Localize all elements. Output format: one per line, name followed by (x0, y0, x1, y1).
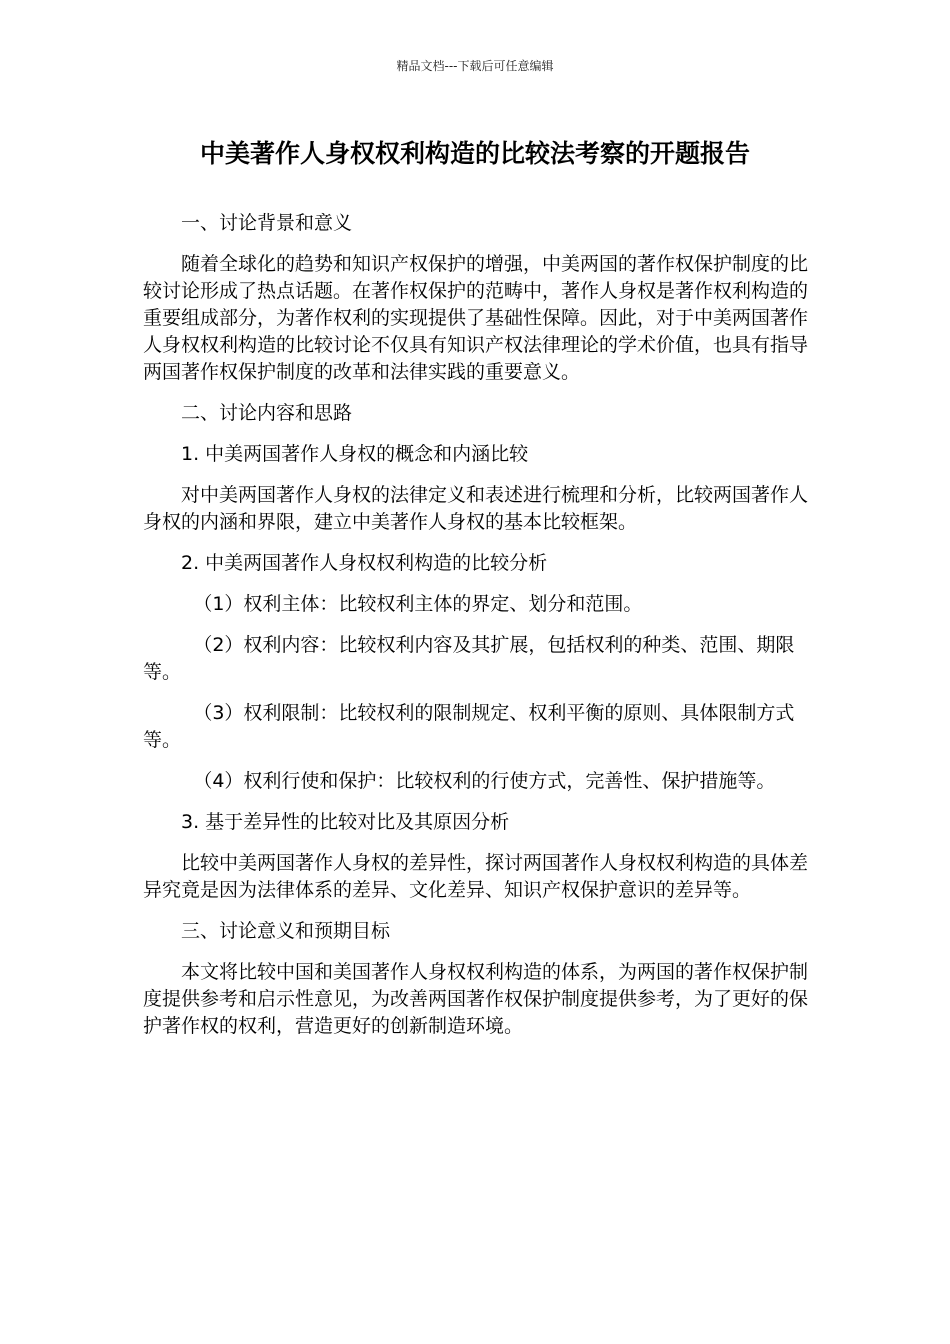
header-note: 精品文档---下载后可任意编辑 (396, 59, 554, 73)
list-item-rights-limitation: （3）权利限制：比较权利的限制规定、权利平衡的原则、具体限制方式等。 (143, 702, 795, 751)
document-title: 中美著作人身权权利构造的比较法考察的开题报告 (199, 139, 750, 168)
paragraph-difference-analysis: 比较中美两国著作人身权的差异性，探讨两国著作人身权权利构造的具体差异究竟是因为法律体系的差异、文化差异、知识产权保护意识的差异等。 (143, 852, 809, 901)
list-item-rights-subject: （1）权利主体：比较权利主体的界定、划分和范围。 (193, 593, 643, 615)
list-item-rights-exercise: （4）权利行使和保护：比较权利的行使方式，完善性、保护措施等。 (193, 770, 776, 792)
section-heading-background: 一、讨论背景和意义 (181, 212, 353, 234)
section-heading-content: 二、讨论内容和思路 (181, 402, 353, 424)
paragraph-concept-comparison: 对中美两国著作人身权的法律定义和表述进行梳理和分析，比较两国著作人身权的内涵和界限，建立中美著作人身权的基本比较框架。 (143, 484, 809, 533)
document-body (143, 210, 811, 1054)
paragraph-significance: 本文将比较中国和美国著作人身权权利构造的体系，为两国的著作权保护制度提供参考和启示性意见，为改善两国著作权保护制度提供参考，为了更好的保护著作权的权利，营造更好的创新制造环境。 (143, 961, 809, 1037)
paragraph-background: 随着全球化的趋势和知识产权保护的增强，中美两国的著作权保护制度的比较讨论形成了热点话题。在著作权保护的范畴中，著作人身权是著作权利构造的重要组成部分，为著作权利的实现提供了基础性保障。因此，对于中美两国著作人身权权利构造的比较讨论不仅具有知识产权法律理论的学术价值，也具有指导两国著作权保护制度的改革和法律实践的重要意义。 (143, 253, 809, 383)
section-heading-significance: 三、讨论意义和预期目标 (181, 920, 391, 942)
list-item-rights-content: （2）权利内容：比较权利内容及其扩展，包括权利的种类、范围、期限等。 (143, 634, 795, 683)
subheading-difference-analysis: 3. 基于差异性的比较对比及其原因分析 (181, 811, 510, 833)
subheading-structure-analysis: 2. 中美两国著作人身权权利构造的比较分析 (181, 552, 548, 574)
subheading-concept-comparison: 1. 中美两国著作人身权的概念和内涵比较 (181, 443, 529, 465)
